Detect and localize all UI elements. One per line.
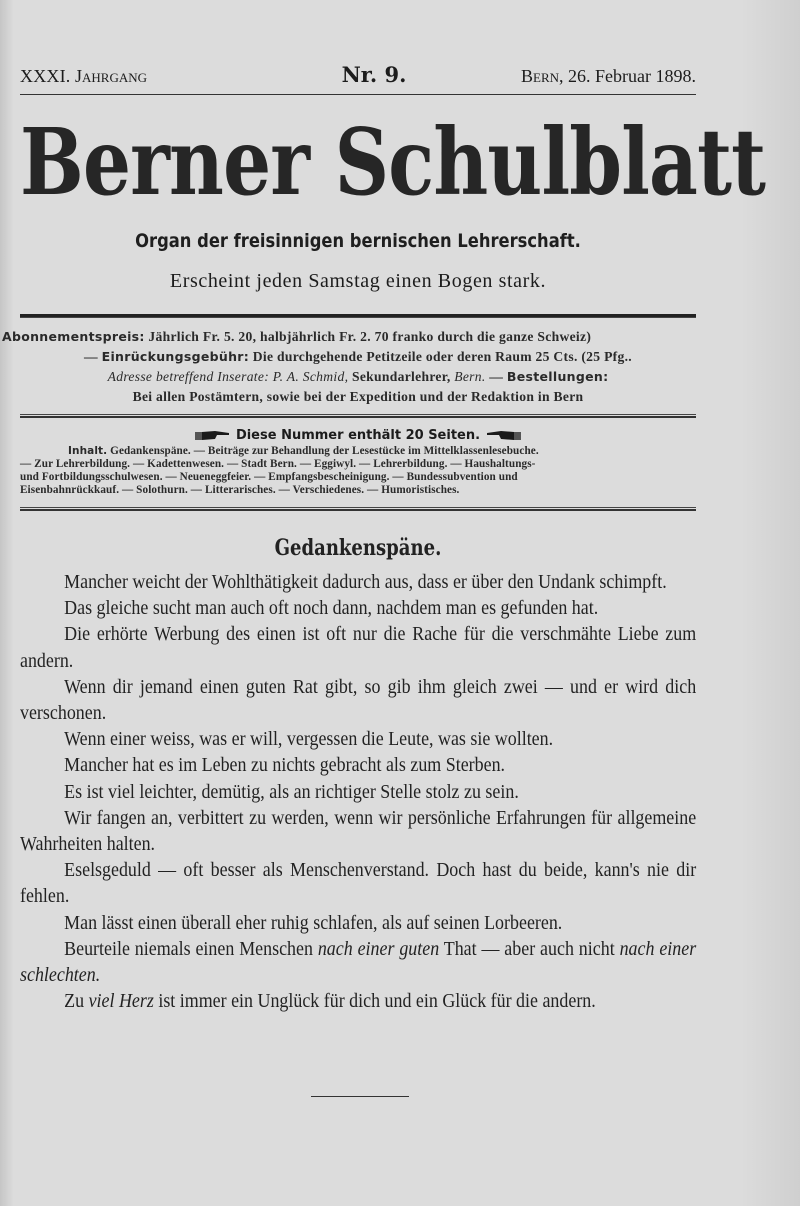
subscription-bottom-rule	[20, 414, 696, 418]
paragraph: Zu viel Herz ist immer ein Unglück für dich und ein Glück für die andern.	[64, 991, 596, 1013]
article-title: Gedankenspäne.	[274, 535, 442, 561]
masthead-title: Berner Schulblatt	[20, 108, 766, 216]
page-count-notice: Diese Nummer enthält 20 Seiten.	[20, 428, 696, 443]
dateline: Bern, 26. Februar 1898.	[521, 66, 696, 86]
subscription-info	[2, 327, 696, 407]
paragraph: Man lässt einen überall eher ruhig schlafen, als auf seinen Lorbeeren.	[64, 912, 563, 934]
pointing-hand-left-icon	[485, 430, 521, 442]
paragraph: Die erhörte Werbung des einen ist oft nur die Rache für die verschmähte Liebe zum andern.	[20, 624, 697, 672]
issue-number: Nr. 9.	[341, 62, 407, 87]
volume-label: Jahrgang	[75, 66, 148, 86]
paragraph: Wir fangen an, verbittert zu werden, wenn wir persönliche Erfahrungen für allgemeine Wahrheiten halten.	[20, 807, 697, 856]
pointing-hand-right-icon	[195, 430, 231, 442]
header-rule	[20, 94, 696, 95]
fee-line: — Einrückungsgebühr: Die durchgehende Petitzeile oder deren Raum 25 Cts. (25 Pfg..	[84, 349, 632, 364]
running-header	[20, 62, 696, 88]
orders-line: Bei allen Postämtern, sowie bei der Expedition und der Redaktion in Bern	[132, 389, 584, 404]
table-of-contents: Inhalt. Gedankenspäne. — Beiträge zur Behandlung der Lesestücke im Mittelklassenlesebuche. — Zur Lehrerbildung. — Kadettenwesen. — Stadt Bern. — Eggiwyl. — Lehrerbildung. — Haushaltungs- und Fortbildungsschulwesen. — Neueneggfeier. — Empfangsbescheinigung. — Bundessubvention und Eisenbahnrückkauf. — Solothurn. — Litterarisches. — Verschiedenes. — Humoristisches.	[20, 445, 539, 496]
address-line: Adresse betreffend Inserate: P. A. Schmid, Sekundarlehrer, Bern. — Bestellungen:	[107, 369, 609, 384]
masthead-tagline: Erscheint jeden Samstag einen Bogen stark.	[169, 270, 547, 292]
paragraph: Wenn einer weiss, was er will, vergessen die Leute, was sie wollten.	[64, 729, 554, 751]
paragraph: Mancher weicht der Wohlthätigkeit dadurch aus, dass er über den Undank schimpft.	[64, 572, 667, 593]
price-line: Abonnementspreis: Jährlich Fr. 5. 20, halbjährlich Fr. 2. 70 franko durch die ganze Schweiz)	[2, 329, 592, 344]
paragraph: Eselsgeduld — oft besser als Menschenverstand. Doch hast du beide, kann's nie dir fehlen.	[20, 860, 697, 908]
masthead-subtitle: Organ der freisinnigen bernischen Lehrerschaft.	[135, 230, 581, 252]
paragraph: Beurteile niemals einen Menschen nach einer guten That — aber auch nicht nach einer schlechten.	[20, 938, 697, 987]
article-body	[20, 570, 696, 1015]
paragraph: Es ist viel leichter, demütig, als an richtiger Stelle stolz zu sein.	[64, 781, 519, 803]
subscription-top-rule	[20, 314, 696, 318]
contents-bottom-rule	[20, 507, 696, 511]
volume: XXXI. Jahrgang	[20, 66, 148, 86]
paragraph: Das gleiche sucht man auch oft noch dann, nachdem man es gefunden hat.	[64, 598, 599, 620]
paragraph: Wenn dir jemand einen guten Rat gibt, so gib ihm gleich zwei — und er wird dich verschonen.	[20, 676, 697, 725]
paragraph: Mancher hat es im Leben zu nichts gebracht als zum Sterben.	[64, 755, 506, 777]
article-end-rule	[311, 1096, 409, 1097]
